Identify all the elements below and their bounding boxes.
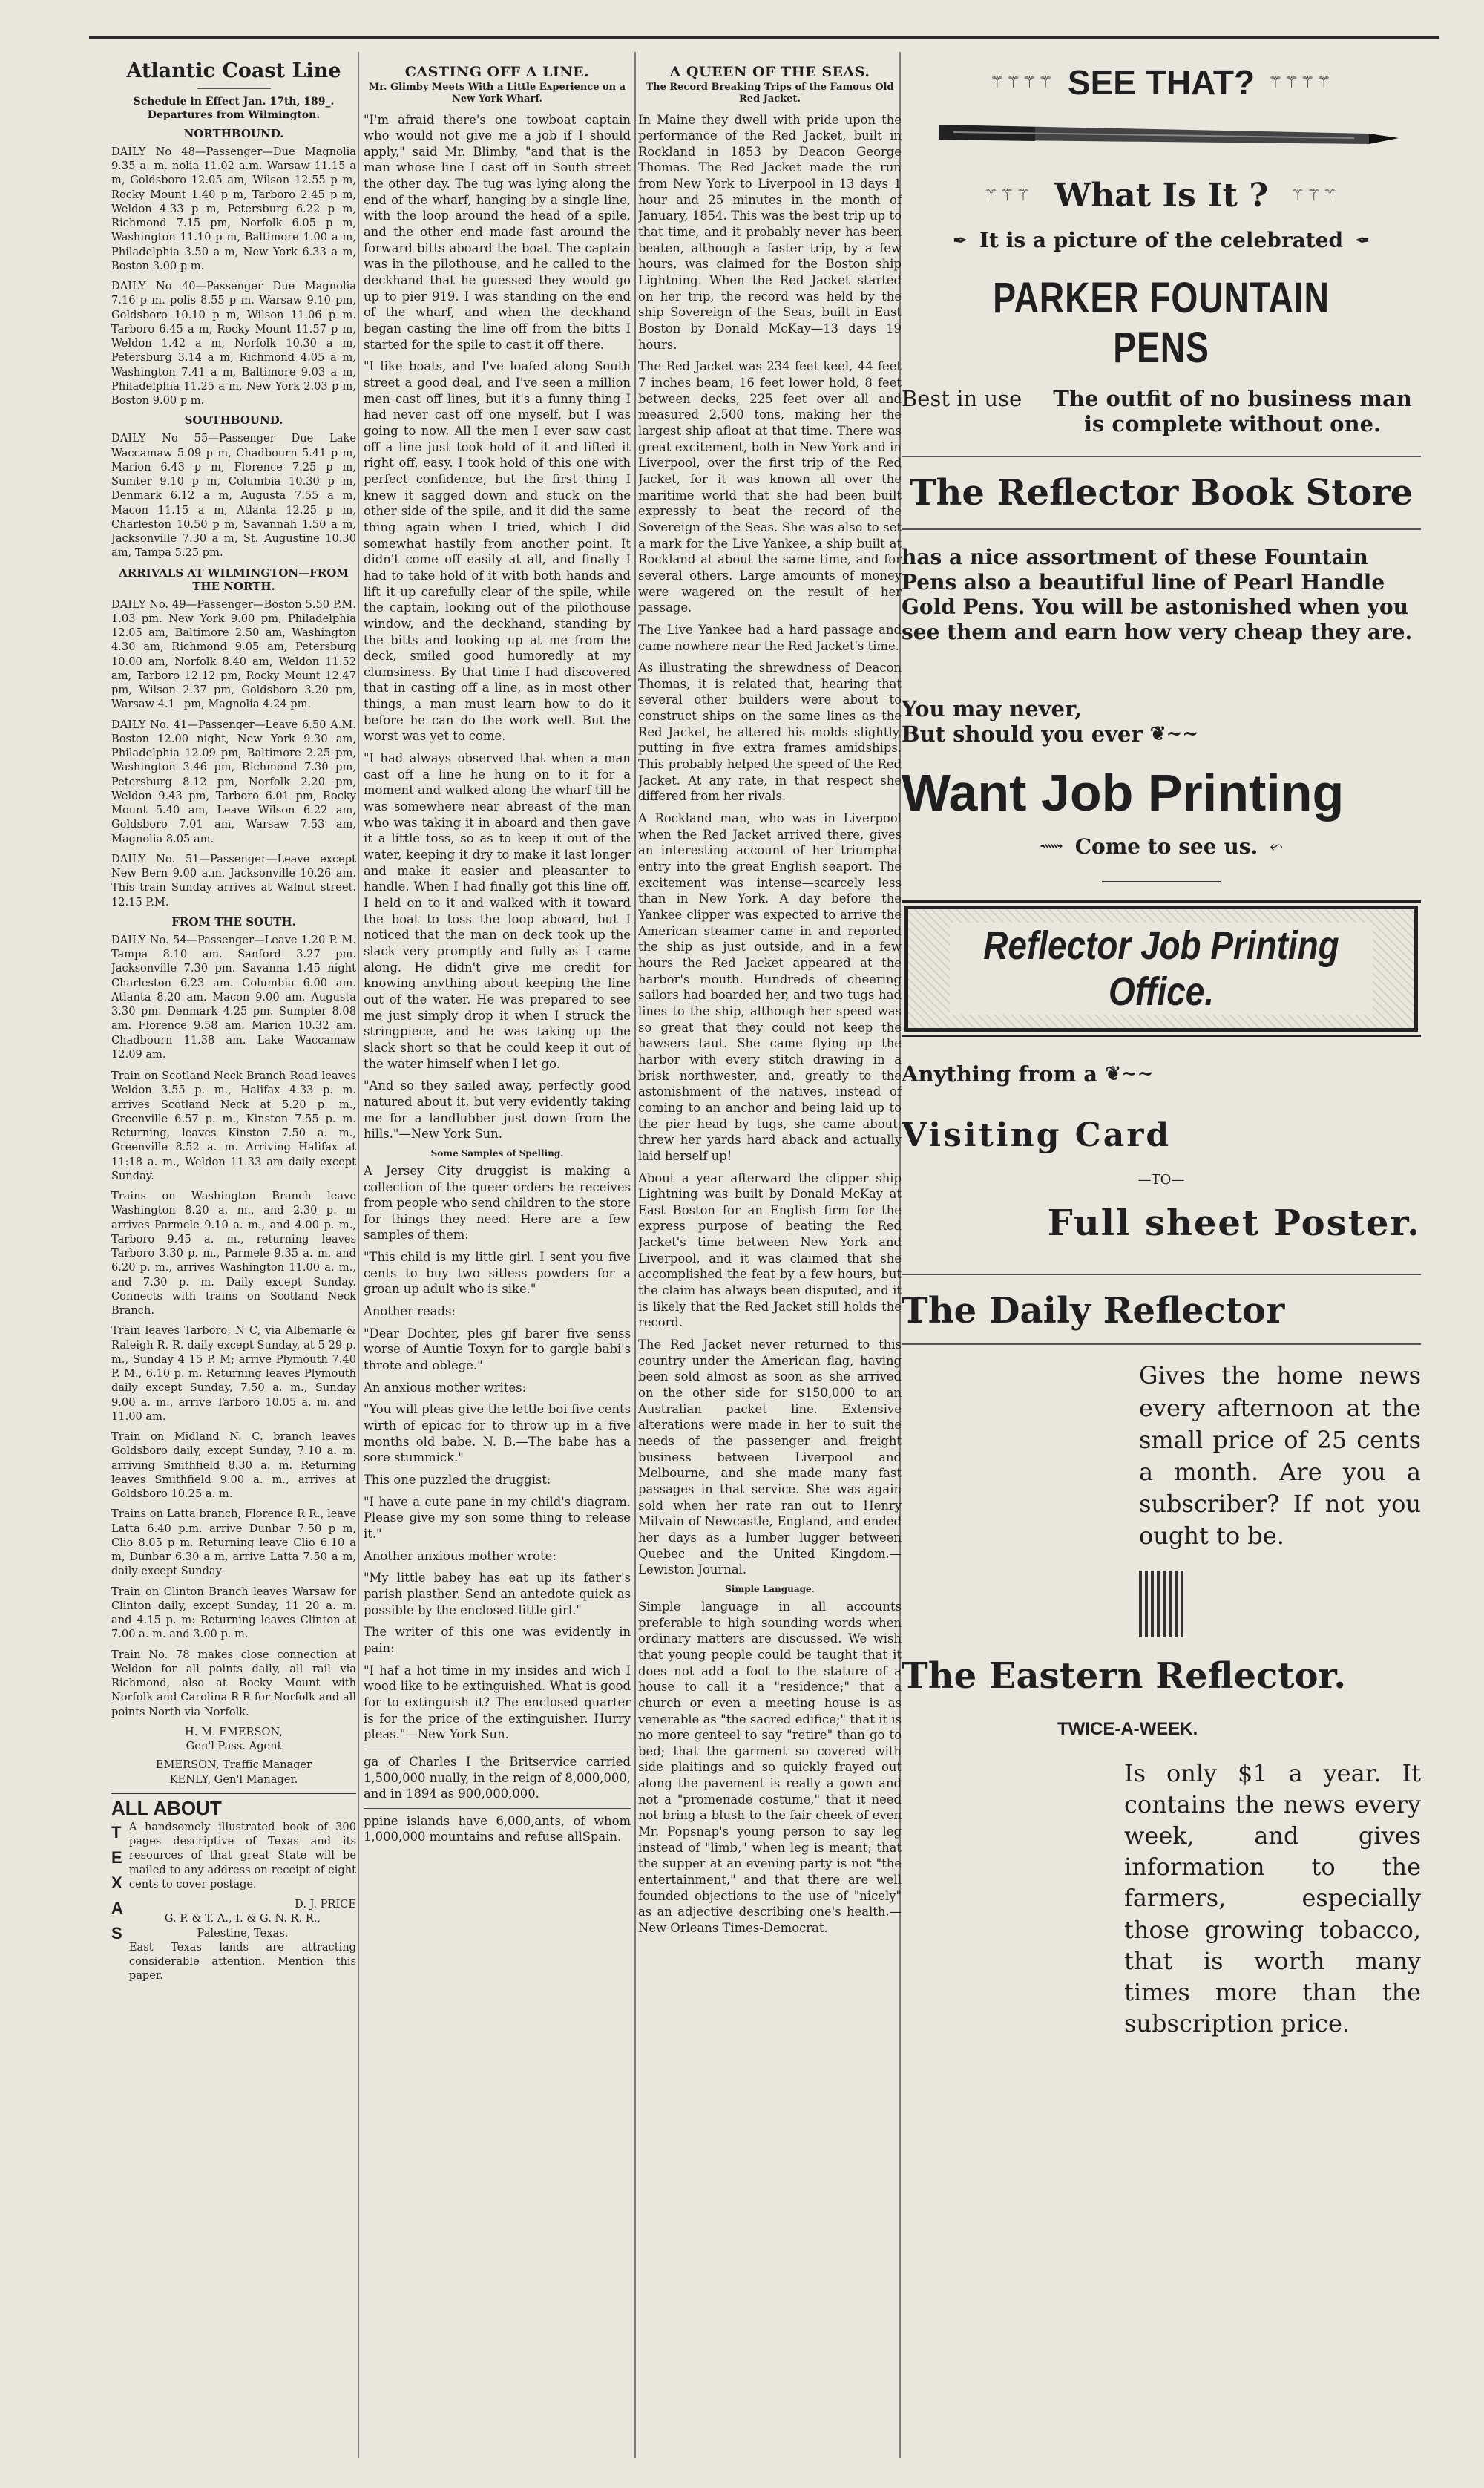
column-rule — [634, 52, 636, 2458]
spelling-heading: Some Samples of Spelling. — [430, 1148, 564, 1159]
eastern-reflector-heading: The Eastern Reflector. — [902, 1654, 1347, 1697]
but-should: But should you ever — [902, 721, 1143, 747]
article-paragraph: Another anxious mother wrote: — [364, 1548, 556, 1563]
article-paragraph: As illustrating the shrewdness of Deacon Thomas, it is related that, hearing that several other builders were about to construct ships on the same lines as the Red Jacket, he altered his molds slightly, putting in five extra frames amidships. This probably helped the speed of the Red Jacket. At any rate, in that respect she differed from her rivals. — [638, 661, 902, 804]
daily-reflector-text: Gives the home news every afternoon at the small price of 25 cents a month. Are you a subscriber? If not you ought to be. — [1139, 1361, 1421, 1551]
pen-nib-icon: ⚚⚚⚚ — [1290, 186, 1339, 205]
texas-lands-note: East Texas lands are attracting considerable attention. Mention this paper. — [128, 1940, 356, 1983]
pen-icon: ✒ — [952, 229, 968, 251]
train-schedule-entry: DAILY No 48—Passenger—Due Magnolia 9.35 a. m. nolia 11.02 a.m. Warsaw 11.15 a m, Goldsboro 12.05 am, Wilson 12.55 p m, Rocky Mount 1.40 p m, Tarboro 2.45 p m, Weldon 4.33 p m, Petersburg 6.22 p m, Richmond 7.15 pm, Norfolk 6.05 p m, Washington 11.10 p m, Baltimore 1.00 a m, Philadelphia 3.50 a m, New York 6.33 a m, Boston 3.00 p m. — [111, 145, 356, 272]
want-job-printing: Want Job Printing — [902, 764, 1345, 822]
parker-pens-heading: PARKER FOUNTAIN PENS — [993, 274, 1330, 372]
branch-line-entry: Train leaves Tarboro, N C, via Albemarle & Raleigh R. R. daily except Sunday, at 5 29 p. m., Sunday 4 15 P. M; arrive Plymouth 7.40 P. M., 6.10 p. m. Returning leaves Plymouth daily except Sunday, 7.50 a. m., Sunday 9.00 a. m., arrive Tarboro 10.05 a. m. and 11.00 am. — [111, 1324, 356, 1423]
simple-language-heading: Simple Language. — [725, 1583, 815, 1594]
texas-letter: T — [111, 1822, 122, 1842]
article-paragraph: The Live Yankee had a hard passage and came nowhere near the Red Jacket's time. — [638, 622, 902, 653]
article-paragraph: A Rockland man, who was in Liverpool when the Red Jacket arrived there, gives an interesting account of her triumphal entry into the great English seaport. The excitement was intense—scarcely less than in New York. A day before the Yankee clipper was expected to arrive the American steamer came in and reported the ship as just outside, and in a few hours the Red Jacket appeared at the harbor's mouth. Hundreds of cheering sailors had boarded her, and two tugs had lines to the ship, although her speed was so great that they could not keep the hawsers taut. She came flying up the harbor with every stitch drawing in a brisk northwester, and, greatly to the astonishment of the natives, instead of coming to an anchor and being laid up to the pier head by tugs, she came about, threw her yards hard aback and actually laid herself up! — [638, 811, 902, 1163]
article-paragraph: "I had always observed that when a man cast off a line he hung on to it for a moment and walked along the wharf till he was somewhere near abreast of the man who was taking it in aboard and then gave it a little toss, so as to keep it out of the water, keeping it dry to make it last longer and make it easier and pleasanter to handle. When I had finally got this line off, I held on to it and walked with it toward the boat to toss the loop aboard, but I noticed that the man on deck took up the slack very promptly and fully as I came along. He didn't give me credit for knowing anything about keeping the line out of the water. He was prepared to see me just simply drop it when I struck the stringpiece, and he was taking up the slack short so that he could keep it out of the water himself when I let go. — [364, 751, 631, 1071]
train-schedule-entry: DAILY No. 51—Passenger—Leave except New Bern 9.00 a.m. Jacksonville 10.26 am. This train Sunday arrives at Walnut street. 12.15 P.M. — [111, 852, 356, 909]
masthead-rule — [89, 36, 1439, 39]
to-label: —TO— — [1137, 1172, 1185, 1188]
see-that-heading: SEE THAT? — [1067, 63, 1255, 102]
book-store-text: has a nice assortment of these Fountain Pens also a beautiful line of Pearl Handle Gold Pens. You will be astonished when you see them and earn how very cheap they are. — [902, 545, 1413, 644]
from-south-heading: FROM THE SOUTH. — [171, 914, 296, 929]
texas-agent-location: Palestine, Texas. — [197, 1926, 289, 1939]
article-paragraph: An anxious mother writes: — [364, 1380, 527, 1395]
article-paragraph: "I like boats, and I've loafed along South street a good deal, and I've seen a million men cast off lines, but it's a funny thing I had never cast off one myself, but I was going to now. All the men I ever saw cast off a line just took hold of it and lifted it right off, easy. I took hold of this one with perfect confidence, but the first thing I knew it sagged down and stuck on the other side of the spile, and it did the same thing again when I tried, which I did somewhat hastily from another point. It didn't come off easily at all, and finally I had to take hold of it with both hands and lift it up carefully clear of the spile, while the captain, looking out of the pilothouse window, and the deckhand, standing by the bitts and looking up at me from the deck, smiled good humoredly at my clumsiness. By that time I had discovered that in casting off a line, as in most other things, a man must learn how to do it before he can do the work well. But the worst was yet to come. — [364, 359, 631, 744]
article-paragraph: Another reads: — [364, 1304, 456, 1319]
train-schedule-entry: DAILY No. 49—Passenger—Boston 5.50 P.M. 1.03 pm. New York 9.00 pm, Philadelphia 12.05 am, Baltimore 2.50 am, Washington 4.30 am, Richmond 9.05 am, Petersburg 10.00 am, Norfolk 8.40 am, Weldon 11.52 am, Tarboro 12.12 pm, Rocky Mount 12.47 pm, Wilson 2.37 pm, Goldsboro 3.20 pm, Warsaw 4.1_ pm, Magnolia 4.24 pm. — [111, 598, 356, 711]
article-paragraph: A Jersey City druggist is making a collection of the queer orders he receives from people who send children to the store for things they need. Here are a few samples of them: — [364, 1163, 631, 1243]
texas-agent-name: D. J. PRICE — [295, 1898, 356, 1911]
signature-traffic: EMERSON, Traffic Manager — [155, 1758, 312, 1772]
article-paragraph: "This child is my little girl. I sent you five cents to buy two sitless powders for a groan up adult who is sike." — [364, 1250, 631, 1297]
eastern-reflector-text: Is only $1 a year. It contains the news every week, and gives information to the farmers, especially those growing tobacco, that is worth many times more than the subscription price. — [1124, 1758, 1421, 2038]
visiting-card: Visiting Card — [902, 1116, 1172, 1155]
branch-line-entry: Train on Midland N. C. branch leaves Goldsboro daily, except Sunday, 7.10 a. m. arriving Smithfield 8.30 a. m. Returning leaves Smithfield 9.00 a. m., arrives at Goldsboro 10.25 a. m. — [111, 1430, 356, 1501]
best-in-use: Best in use — [902, 386, 1022, 411]
anything-from: Anything from a — [902, 1061, 1098, 1087]
ornament-icon: ⟿ — [1040, 837, 1063, 857]
full-sheet-poster: Full sheet Poster. — [1047, 1202, 1421, 1245]
schedule-note: Schedule in Effect Jan. 17th, 189_. Departures from Wilmington. — [133, 96, 335, 122]
fountain-pen-illustration — [924, 111, 1399, 163]
signature-title: Gen'l Pass. Agent — [186, 1740, 282, 1753]
texas-letter: S — [111, 1924, 122, 1943]
article-paragraph: "I'm afraid there's one towboat captain who would not give me a job if I should apply," said Mr. Blimby, "and that is the man whose line I cast off in South street the other day. The tug was lying along the end of the wharf, hanging by a single line, with the loop around the head of a spile, and the other end made fast around the forward bitts aboard the boat. The captain was in the pilothouse, and he called to the deckhand that he guessed they would go up to pier 919. I was standing on the end of the wharf, and when the deckhand began casting the line off from the bitts I started for the spile to cast it off there. — [364, 112, 631, 352]
branch-line-entry: Trains on Latta branch, Florence R R., leave Latta 6.40 p.m. arrive Dunbar 7.50 p m, Clio 8.05 p m. Returning leave Clio 6.10 a m, Dunbar 6.30 a m, arrive Latta 7.50 a m, daily except Sunday — [111, 1507, 356, 1578]
fragment-text: ga of Charles I the Britservice carried 1,500,000 nually, in the reign of 8,000,000, and in 1894 as 900,000,000. — [364, 1754, 631, 1801]
railroad-title: Atlantic Coast Line — [126, 59, 341, 82]
pen-icon: ✒ — [1355, 229, 1370, 251]
branch-line-entry: Trains on Washington Branch leave Washington 8.20 a. m., and 2.30 p. m arrives Parmele 9.10 a. m., and 4.00 p. m., Tarboro 9.45 a. m., returning leaves Tarboro 3.30 p. m., Parmele 9.35 a. m. and 6.20 p. m., arrives Washington 11.00 a. m., and 7.30 p. m. Daily except Sunday. Connects with trains on Scotland Neck Branch. — [111, 1190, 356, 1317]
northbound-heading: NORTHBOUND. — [183, 126, 284, 140]
job-office-banner — [904, 906, 1418, 1032]
article-paragraph: The Red Jacket was 234 feet keel, 44 feet 7 inches beam, 16 feet lower hold, 8 feet between decks, 225 feet over all and measured 2,500 tons, making her the largest ship afloat at that time. There was great excitement, both in New York and in Liverpool, over the first trip of the Red Jacket, for it was known all over the maritime world that she had been built expressly to beat the record of the Sovereign of the Seas. She was also to set a mark for the Live Yankee, a ship built at Rockland at about the same time, and for several others. Large amounts of money were wagered on the result of her passage. — [638, 359, 902, 615]
fragment-text: ppine islands have 6,000,ants, of whom 1,000,000 mountains and refuse allSpain. — [364, 1813, 631, 1844]
signature-name: H. M. EMERSON, — [185, 1725, 283, 1738]
train-schedule-entry: DAILY No 40—Passenger Due Magnolia 7.16 p m. polis 8.55 p m. Warsaw 9.10 pm, Goldsboro 10.10 p m, Wilson 11.06 p m. Tarboro 6.45 a m, Rocky Mount 11.57 p m, Weldon 1.42 a m, Norfolk 10.30 a m, Petersburg 3.14 a m, Richmond 4.05 a m, Washington 7.41 a m, Baltimore 9.03 a m, Philadelphia 11.25 a m, New York 2.03 p m, Boston 9.00 p m. — [111, 280, 356, 407]
ornament-icon: ❦~~ — [1105, 1063, 1154, 1086]
branch-line-entry: Train on Clinton Branch leaves Warsaw for Clinton daily, except Sunday, 11 20 a. m. and 4.15 p. m: Returning leaves Clinton at 7.00 a. m. and 3.00 p. m. — [111, 1585, 356, 1641]
article-paragraph: "Dear Dochter, ples gif barer five senss worse of Auntie Toxyn for to gargle babi's throte and oblege." — [364, 1326, 631, 1373]
all-about-heading: ALL ABOUT — [111, 1796, 222, 1819]
article-paragraph: "I haf a hot time in my insides and wich I wood like to be extinguished. What is good for to extinguish it? The enclosed quarter is for the price of the extinguisher. Hurry pleas."—New York Sun. — [364, 1663, 631, 1742]
article-paragraph: "My little babey has eat up its father's parish plasther. Send an antedote quick as possible by the enclosed little girl." — [364, 1571, 631, 1617]
job-office-name: Reflector Job Printing Office. — [950, 923, 1373, 1015]
advertisement-column — [902, 52, 1421, 2458]
train-schedule-entry: DAILY No. 41—Passenger—Leave 6.50 A.M. Boston 12.00 night, New York 9.30 am, Philadelphia 12.09 pm, Baltimore 2.25 pm, Washington 3.46 pm, Richmond 7.30 pm, Petersburg 8.12 pm, Norfolk 2.20 pm, Weldon 9.43 pm, Tarboro 6.01 pm, Rocky Mount 5.40 am, Leave Wilson 6.22 am, Goldsboro 7.01 am, Warsaw 7.53 am, Magnolia 8.05 am. — [111, 718, 356, 845]
ornament-icon: ❦~~ — [1149, 723, 1199, 746]
twice-a-week: TWICE-A-WEEK. — [1057, 1718, 1198, 1739]
daily-reflector-heading: The Daily Reflector — [902, 1290, 1285, 1332]
article-paragraph: This one puzzled the druggist: — [364, 1473, 551, 1487]
train-schedule-entry: DAILY No. 54—Passenger—Leave 1.20 P. M. Tampa 8.10 am. Sanford 3.27 pm. Jacksonville 7.30 pm. Savanna 1.45 night Charleston 6.23 am. Columbia 6.00 am. Atlanta 8.20 am. Macon 9.00 am. Augusta 3.30 pm. Denmark 4.25 pm. Sumpter 8.08 am. Florence 9.58 am. Marion 10.32 am. Chadbourn 11.38 am. Lake Waccamaw 12.09 am. — [111, 933, 356, 1061]
decorative-block — [1139, 1571, 1183, 1637]
railroad-schedule-column — [111, 52, 356, 2458]
pen-nib-icon: ⚚⚚⚚ — [983, 186, 1032, 205]
ornament-icon: ⬿ — [1270, 837, 1283, 857]
train-schedule-entry: DAILY No 55—Passenger Due Lake Waccamaw 5.09 p m, Chadbourn 5.41 p m, Marion 6.43 p m, Florence 7.25 p m, Sumter 9.10 p m, Columbia 10.30 p m, Denmark 6.12 a m, Augusta 7.55 a m, Macon 11.15 a m, Atlanta 12.25 p m, Charleston 10.50 p m, Savannah 1.50 a m, Jacksonville 7.30 a m, St. Augustine 10.30 am, Tampa 5.25 pm. — [111, 432, 356, 560]
texas-letter: X — [111, 1873, 122, 1893]
southbound-heading: SOUTHBOUND. — [184, 413, 283, 428]
article-paragraph: "And so they sailed away, perfectly good natured about it, but very evidently taking me for a landlubber just down from the hills."—New York Sun. — [364, 1078, 631, 1142]
arrivals-heading: ARRIVALS AT WILMINGTON—FROM THE NORTH. — [119, 566, 349, 593]
casting-off-column — [364, 52, 631, 2458]
casting-off-subtitle: Mr. Glimby Meets With a Little Experience on a New York Wharf. — [368, 82, 626, 105]
article-paragraph: The writer of this one was evidently in pain: — [364, 1625, 631, 1655]
column-rule — [358, 52, 359, 2458]
queen-seas-title: A QUEEN OF THE SEAS. — [669, 64, 870, 80]
article-paragraph: About a year afterward the clipper ship Lightning was built by Donald McKay at East Boston for an English firm for the express purpose of beating the Red Jacket's time between New York and Liverpool, and it was claimed that she accomplished the feat by a few hours, but the claim has always been disputed, and it is likely that the Red Jacket still holds the record. — [638, 1171, 902, 1330]
queen-seas-subtitle: The Record Breaking Trips of the Famous Old Red Jacket. — [646, 82, 894, 105]
you-may-never: You may never, — [902, 696, 1083, 722]
outfit-text: The outfit of no business man is complete without one. — [1053, 386, 1412, 436]
red-jacket-column — [638, 52, 902, 2458]
texas-letter: A — [111, 1899, 123, 1918]
pen-nib-icon: ⚚⚚⚚⚚ — [1268, 73, 1333, 92]
article-paragraph: Simple language in all accounts preferable to high sounding words when ordinary matters are discussed. We wish that young people could be taught that it does not add a foot to the stature of a house to call it a "residence;" that a church or even a meeting house is as venerable as "the sacred edifice;" that it is no more genteel to say "retire" than go to bed; that the garment so covered with side plaitings and so quickly frayed out along the pavement is really a gown and not a "promenade costume," that it need not bring a blush to the fair cheek of even Mr. Popsnap's young person to say leg instead of "limb," when leg is meant; that the supper at an evening party is not "the entertainment," and that there are well founded objections to the use of "nicely" as an adjective describing one's health.—New Orleans Times-Democrat. — [638, 1599, 902, 1936]
branch-line-entry: Train No. 78 makes close connection at Weldon for all points daily, all rail via Richmond, also at Rocky Mount with Norfolk and Carolina R R for Norfolk and all points North via Norfolk. — [111, 1648, 356, 1718]
casting-off-title: CASTING OFF A LINE. — [404, 64, 590, 80]
book-store-heading: The Reflector Book Store — [909, 472, 1414, 514]
come-to-see-us: Come to see us. — [1074, 834, 1258, 860]
picture-line: It is a picture of the celebrated — [979, 228, 1344, 252]
what-is-it-heading: What Is It ? — [1054, 177, 1269, 215]
texas-letter: E — [111, 1848, 122, 1867]
branch-line-entry: Train on Scotland Neck Branch Road leaves Weldon 3.55 p. m., Halifax 4.33 p. m. arrives Scotland Neck at 5.20 p. m., Greenville 6.57 p. m., Kinston 7.55 p. m. Returning, leaves Kinston 7.50 a. m., Greenville 8.52 a. m. Arriving Halifax at 11:18 a. m., Weldon 11.33 am daily except Sunday. — [111, 1070, 356, 1182]
article-paragraph: "I have a cute pane in my child's diagram. Please give my son some thing to release it." — [364, 1494, 631, 1541]
texas-agent-railroad: G. P. & T. A., I. & G. N. R. R., — [164, 1912, 321, 1925]
article-paragraph: "You will pleas give the lettle boi five cents wirth of epicac for to throw up in a five months old babe. N. B.—The babe has a sore stummick." — [364, 1402, 631, 1465]
article-paragraph: In Maine they dwell with pride upon the performance of the Red Jacket, built in Rockland in 1853 by Deacon George Thomas. The Red Jacket made the run from New York to Liverpool in 13 days 1 hour and 25 minutes in the month of January, 1854. This was the best trip up to that time, and it probably never has been beaten, although a faster trip, by a few hours, was claimed for the Boston ship Lightning. When the Red Jacket started on her trip, the record was held by the ship Sovereign of the Seas, built in East Boston by Donald McKay—13 days 19 hours. — [638, 112, 902, 352]
article-paragraph: The Red Jacket never returned to this country under the American flag, having been sold almost as soon as she arrived on the other side for $150,000 to an Australian packet line. Extensive alterations were made in her to suit the needs of the passenger and freight business between Liverpool and Melbourne, and she made many fast passages in that service. She was again sold when her rate ran out to Henry Milvain of Newcastle, England, and ended her days as a lumber lugger between Quebec and the United Kingdom.—Lewiston Journal. — [638, 1338, 902, 1577]
signature-manager: KENLY, Gen'l Manager. — [169, 1772, 298, 1786]
pen-nib-icon: ⚚⚚⚚⚚ — [990, 73, 1054, 92]
texas-book-text: A handsomely illustrated book of 300 pages descriptive of Texas and its resources of that great State will be mailed to any address on receipt of eight cents to cover postage. — [128, 1820, 356, 1890]
